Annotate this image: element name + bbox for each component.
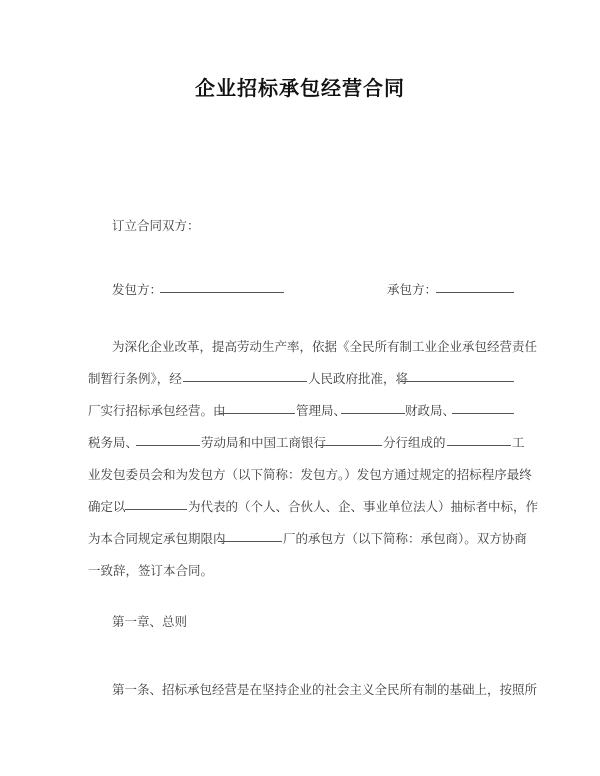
finance-bureau-blank[interactable] xyxy=(341,401,405,414)
contract-factory-blank[interactable] xyxy=(218,529,282,542)
preamble-line-2a: 制暂行条例》，经 xyxy=(88,371,182,386)
preamble-line-4d: 工 xyxy=(512,435,525,450)
administration-bureau-blank[interactable] xyxy=(219,401,295,414)
preamble-line-3c: 财政局、 xyxy=(405,403,456,418)
preamble-line-3b: 管理局、 xyxy=(296,403,347,418)
tax-bureau-blank[interactable] xyxy=(452,401,514,414)
preamble-line-3a: 厂实行招标承包经营。由 xyxy=(88,403,226,418)
preamble-line-2b: 人民政府批准，将 xyxy=(308,371,409,386)
preamble-line-4a: 税务局、 xyxy=(88,435,139,450)
document-title: 企业招标承包经营合同 xyxy=(195,76,405,100)
preamble-line-6b: 为代表的（个人、合伙人、企、事业单位法人）抽标者中标，作 xyxy=(188,499,539,514)
parties-heading: 订立合同双方： xyxy=(112,218,200,233)
preamble-line-7b: 厂的承包方（以下简称：承包商）。双方协商 xyxy=(283,531,527,546)
party-a-label: 发包方： xyxy=(112,282,163,297)
preamble-line-7a: 为本合同规定承包期限内 xyxy=(88,531,226,546)
preamble-line-8: 一致辞，签订本合同。 xyxy=(88,563,214,578)
preamble-line-5: 业发包委员会和为发包方（以下简称：发包方。）发包方通过规定的招标程序最终 xyxy=(88,467,532,482)
chapter-1-heading: 第一章、总则 xyxy=(112,614,188,629)
approving-government-blank[interactable] xyxy=(183,369,307,382)
party-b-blank[interactable] xyxy=(436,280,514,293)
labor-bureau-blank[interactable] xyxy=(136,433,200,446)
party-b-label: 承包方： xyxy=(387,282,438,297)
representative-blank[interactable] xyxy=(125,497,187,510)
industry-committee-blank[interactable] xyxy=(447,433,511,446)
party-a-blank[interactable] xyxy=(160,280,284,293)
bank-branch-blank[interactable] xyxy=(318,433,382,446)
preamble-line-4b: 劳动局和中国工商银行 xyxy=(201,435,327,450)
preamble-line-1: 为深化企业改革，提高劳动生产率，依据《全民所有制工业企业承包经营责任 xyxy=(112,339,538,354)
factory-name-blank[interactable] xyxy=(400,369,514,382)
article-1-text: 第一条、招标承包经营是在坚持企业的社会主义全民所有制的基础上，按照所 xyxy=(112,682,538,697)
preamble-line-6a: 确定以 xyxy=(88,499,126,514)
preamble-line-4c: 分行组成的 xyxy=(383,435,446,450)
